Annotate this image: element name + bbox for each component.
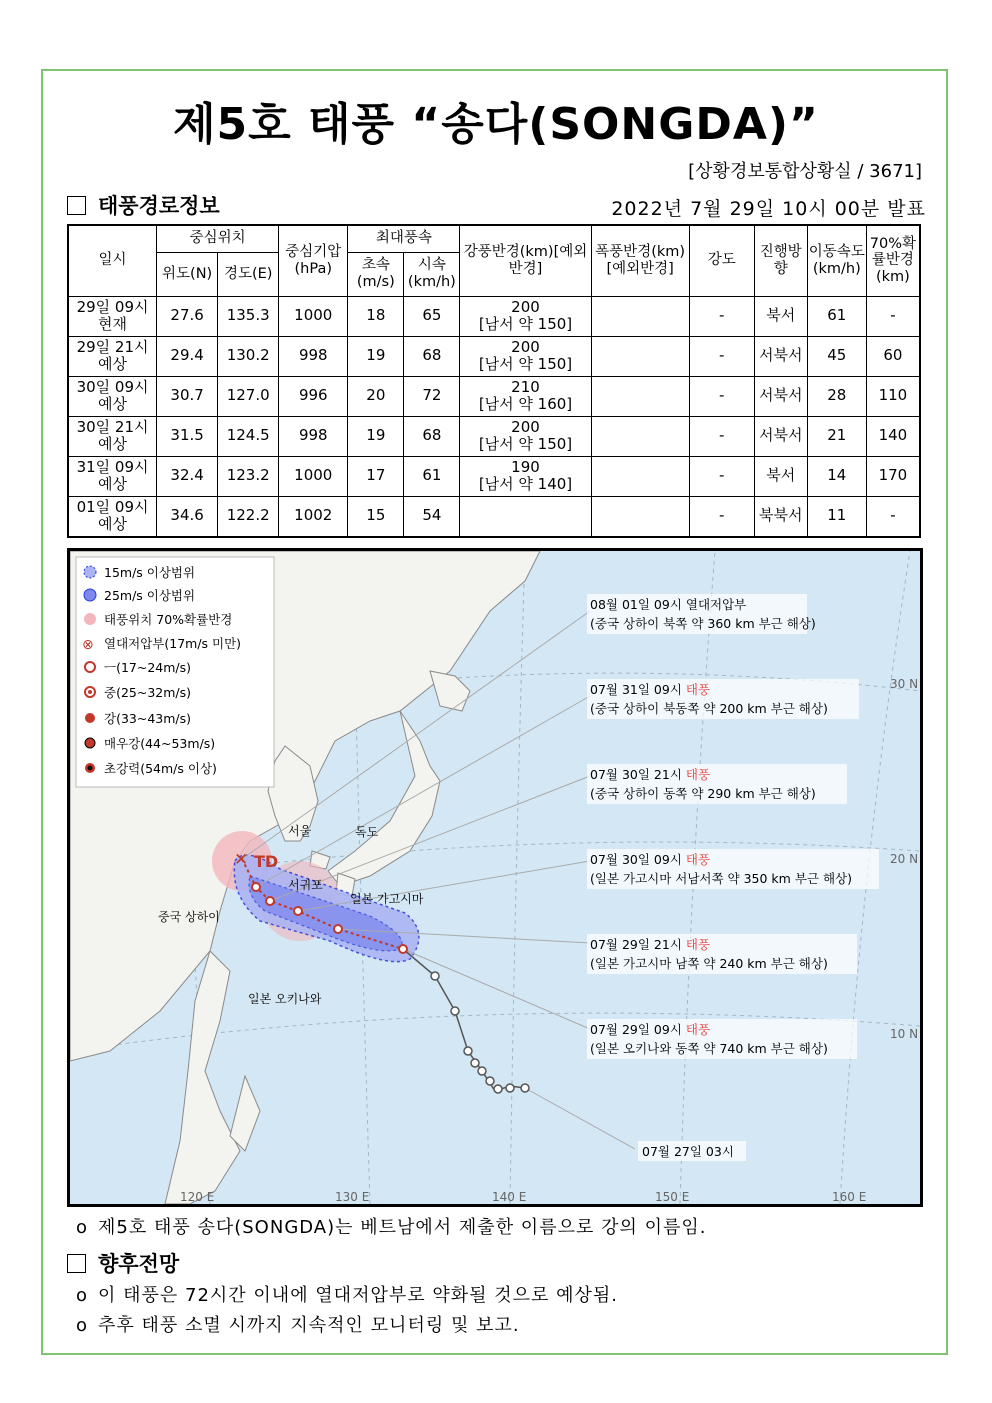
header-lat: 위도(N) <box>157 252 218 296</box>
department-label: [상황경보통합상황실 / 3671] <box>688 161 922 182</box>
legend-item: 25m/s 이상범위 <box>104 588 196 603</box>
table-row <box>68 496 920 537</box>
cell-dir: 북서 <box>766 466 796 485</box>
table-cell <box>807 496 866 537</box>
radius-value: 200 <box>511 297 540 316</box>
header-direction: 진행방향 <box>754 225 807 296</box>
outlook-item-1 <box>76 1281 618 1307</box>
table-cell <box>689 376 754 416</box>
table-cell <box>754 376 807 416</box>
cell-intensity: - <box>718 506 725 525</box>
annotation-time: 07월 30일 09시 <box>590 852 686 867</box>
cell-kmh: 68 <box>422 346 442 365</box>
time-status: 예상 <box>98 395 128 413</box>
cell-kmh: 65 <box>422 306 442 325</box>
place-dokdo: 독도 <box>355 825 379 839</box>
place-okinawa: 일본 오키나와 <box>248 992 322 1006</box>
table-cell <box>348 296 404 336</box>
table-cell <box>866 296 920 336</box>
table-cell <box>348 456 404 496</box>
table-cell <box>807 376 866 416</box>
cell-lat: 30.7 <box>170 386 204 405</box>
svg-text:07월 29일 09시 태풍 <box>590 1022 710 1037</box>
table-cell <box>689 296 754 336</box>
legend-weak-icon <box>85 662 95 672</box>
radius-exception: [남서 약 150] <box>478 435 573 453</box>
lat-label-30: 30 N <box>890 677 919 691</box>
cell-kmh: 72 <box>422 386 442 405</box>
cell-dir: 서북서 <box>759 386 803 405</box>
map-svg <box>70 551 920 1204</box>
annotation-desc: (중국 상하이 북쪽 약 360 km 부근 해상) <box>590 616 816 631</box>
svg-text:07월 30일 21시 태풍 <box>590 767 710 782</box>
cell-lon: 122.2 <box>226 506 270 525</box>
cell-lon: 127.0 <box>226 386 270 405</box>
checkbox-icon <box>67 1254 86 1273</box>
bullet-marker: o <box>76 1285 89 1306</box>
time-line: 29일 21시 <box>76 337 149 356</box>
table-cell <box>689 416 754 456</box>
cell-prob: 60 <box>883 346 903 365</box>
cell-kmh: 54 <box>422 506 442 525</box>
table-cell <box>460 416 591 456</box>
cell-intensity: - <box>718 426 725 445</box>
bullet-marker: o <box>76 1315 89 1336</box>
legend-item: 중(25~32m/s) <box>104 685 192 700</box>
cell-lat: 27.6 <box>170 306 204 325</box>
issued-time: 2022년 7월 29일 10시 00분 발표 <box>611 198 926 220</box>
note-text: 제5호 태풍 송다(SONGDA)는 베트남에서 제출한 이름으로 강의 이름임. <box>98 1217 707 1238</box>
cell-lon: 123.2 <box>226 466 270 485</box>
header-center: 중심위치 <box>157 225 279 252</box>
cell-pressure: 998 <box>298 346 328 365</box>
table-cell <box>404 376 460 416</box>
table-cell <box>218 336 279 376</box>
table-cell <box>348 496 404 537</box>
annotation-type: 태풍 <box>685 852 711 867</box>
table-cell <box>754 456 807 496</box>
table-cell <box>404 296 460 336</box>
cell-ms: 15 <box>366 506 386 525</box>
table-cell <box>279 376 348 416</box>
cell-lon: 135.3 <box>226 306 270 325</box>
time-line: 01일 09시 <box>76 497 149 516</box>
annotation-desc: (일본 가고시마 남쪽 약 240 km 부근 해상) <box>590 956 828 971</box>
table-cell <box>591 456 689 496</box>
annotation-time: 07월 29일 21시 <box>590 937 686 952</box>
svg-text:07월 29일 21시 태풍 <box>590 937 710 952</box>
lon-label-150: 150 E <box>655 1190 690 1204</box>
table-row <box>68 336 920 376</box>
table-cell <box>591 296 689 336</box>
legend-item: 15m/s 이상범위 <box>104 565 196 580</box>
table-cell <box>218 456 279 496</box>
table-cell <box>807 416 866 456</box>
lon-label-120: 120 E <box>180 1190 215 1204</box>
cell-dir: 서북서 <box>759 346 803 365</box>
td-marker-icon: ✕ <box>234 850 249 870</box>
cell-pressure: 1002 <box>294 506 333 525</box>
annotation-desc: (중국 상하이 동쪽 약 290 km 부근 해상) <box>590 786 816 801</box>
cell-lat: 29.4 <box>170 346 204 365</box>
table-cell <box>157 456 218 496</box>
legend-zone25-icon <box>84 589 96 601</box>
cell-speed: 28 <box>827 386 847 405</box>
time-status: 예상 <box>98 475 128 493</box>
cell-ms: 20 <box>366 386 386 405</box>
cell-pressure: 996 <box>298 386 328 405</box>
legend-td-icon: ⊗ <box>82 637 94 653</box>
table-cell <box>157 416 218 456</box>
table-cell <box>591 416 689 456</box>
cell-speed: 61 <box>827 306 847 325</box>
radius-exception: [남서 약 150] <box>478 355 573 373</box>
lat-label-10: 10 N <box>890 1027 919 1041</box>
legend-item: ㅡ(17~24m/s) <box>104 660 192 675</box>
table-cell <box>404 416 460 456</box>
time-status: 현재 <box>98 315 128 333</box>
time-status: 예상 <box>98 515 128 533</box>
time-status: 예상 <box>98 355 128 373</box>
page-title: 제5호 태풍 “송다(SONGDA)” <box>173 99 819 150</box>
table-cell <box>157 336 218 376</box>
legend-item: 태풍위치 70%확률반경 <box>104 612 233 627</box>
time-line: 31일 09시 <box>76 457 149 476</box>
legend-super-icon <box>88 766 93 771</box>
cell-intensity: - <box>718 386 725 405</box>
svg-text:08월 01일 09시 열대저압부 <box>590 597 746 612</box>
legend-item: 매우강(44~53m/s) <box>104 736 216 751</box>
radius-value: 200 <box>511 417 540 436</box>
table-cell <box>218 416 279 456</box>
cell-ms: 17 <box>366 466 386 485</box>
section-title: 향후전망 <box>98 1252 180 1276</box>
cell-speed: 21 <box>827 426 847 445</box>
cell-lat: 32.4 <box>170 466 204 485</box>
table-cell <box>754 496 807 537</box>
cell-prob: 140 <box>878 426 908 445</box>
svg-text:07월 30일 09시 태풍 <box>590 852 710 867</box>
annotation-time: 07월 30일 21시 <box>590 767 686 782</box>
table-row <box>68 296 920 336</box>
lat-label-20: 20 N <box>890 852 919 866</box>
outlook-text: 이 태풍은 72시간 이내에 열대저압부로 약화될 것으로 예상됨. <box>98 1285 619 1306</box>
annotation-desc: (중국 상하이 북동쪽 약 200 km 부근 해상) <box>590 701 828 716</box>
cell-ms: 19 <box>366 346 386 365</box>
cell-prob: 110 <box>878 386 908 405</box>
map-legend <box>76 557 274 787</box>
cell-intensity: - <box>718 346 725 365</box>
annotation-time: 07월 31일 09시 <box>590 682 686 697</box>
cell-kmh: 61 <box>422 466 442 485</box>
table-cell <box>157 496 218 537</box>
header-intensity: 강도 <box>689 225 754 296</box>
header-lon: 경도(E) <box>218 252 279 296</box>
cell-speed: 14 <box>827 466 847 485</box>
cell-dir: 북서 <box>766 306 796 325</box>
table-cell <box>866 496 920 537</box>
table-cell <box>754 336 807 376</box>
cell-lon: 130.2 <box>226 346 270 365</box>
header-prob: 70%확률반경(km) <box>866 225 920 296</box>
table-cell <box>68 336 157 376</box>
legend-item: 강(33~43m/s) <box>104 711 192 726</box>
table-cell <box>279 416 348 456</box>
annotation-type: 태풍 <box>685 1022 711 1037</box>
header-speed: 이동속도(km/h) <box>807 225 866 296</box>
cell-prob: - <box>890 506 896 525</box>
table-cell <box>866 336 920 376</box>
outlook-item-2 <box>76 1311 520 1337</box>
cell-lat: 34.6 <box>170 506 204 525</box>
cell-dir: 서북서 <box>759 426 803 445</box>
legend-strong-icon <box>85 713 95 723</box>
time-line: 30일 09시 <box>76 377 149 396</box>
table-cell <box>460 376 591 416</box>
table-cell <box>348 376 404 416</box>
cell-intensity: - <box>718 466 725 485</box>
table-cell <box>754 296 807 336</box>
typhoon-table <box>67 224 921 538</box>
table-cell <box>807 336 866 376</box>
header-maxwind: 최대풍속 <box>348 225 460 252</box>
table-cell <box>807 456 866 496</box>
start-label: 07월 27일 03시 <box>642 1144 734 1159</box>
table-cell <box>460 336 591 376</box>
table-cell <box>279 336 348 376</box>
table-cell <box>68 296 157 336</box>
table-cell <box>754 416 807 456</box>
table-cell <box>866 376 920 416</box>
lon-label-160: 160 E <box>832 1190 867 1204</box>
cell-ms: 19 <box>366 426 386 445</box>
place-jeju: 서귀포 <box>288 878 323 892</box>
header-pressure: 중심기압(hPa) <box>279 225 348 296</box>
cell-prob: 170 <box>878 466 908 485</box>
legend-verystrong-icon <box>85 738 95 748</box>
typhoon-track-map <box>67 548 923 1207</box>
table-cell <box>404 456 460 496</box>
checkbox-icon <box>67 196 86 215</box>
header-strong-radius: 강풍반경(km)[예외반경] <box>460 225 591 296</box>
table-cell <box>348 416 404 456</box>
table-cell <box>460 456 591 496</box>
table-cell <box>460 296 591 336</box>
radius-exception: [남서 약 140] <box>478 475 573 493</box>
table-cell <box>348 336 404 376</box>
annotation-time: 07월 29일 09시 <box>590 1022 686 1037</box>
table-cell <box>689 336 754 376</box>
annotation-type: 태풍 <box>685 767 711 782</box>
cell-lat: 31.5 <box>170 426 204 445</box>
radius-exception: [남서 약 150] <box>478 315 573 333</box>
legend-zone15-icon <box>84 566 96 578</box>
cell-intensity: - <box>718 306 725 325</box>
table-cell <box>157 376 218 416</box>
table-cell <box>279 496 348 537</box>
cell-pressure: 1000 <box>294 306 333 325</box>
radius-value: 210 <box>511 377 540 396</box>
note-name-origin <box>76 1213 706 1239</box>
annotation-desc: (일본 가고시마 서남서쪽 약 350 km 부근 해상) <box>590 871 852 886</box>
table-cell <box>68 456 157 496</box>
table-cell <box>279 296 348 336</box>
svg-text:07월 31일 09시 태풍 <box>590 682 710 697</box>
section-outlook <box>67 1248 179 1278</box>
table-row <box>68 456 920 496</box>
table-cell <box>866 416 920 456</box>
time-status: 예상 <box>98 435 128 453</box>
annotation-type: 태풍 <box>685 937 711 952</box>
annotation-desc: (일본 오키나와 동쪽 약 740 km 부근 해상) <box>590 1041 828 1056</box>
annotation-time: 08월 01일 09시 열대저압부 <box>590 597 747 612</box>
outlook-text: 추후 태풍 소멸 시까지 지속적인 모니터링 및 보고. <box>98 1315 520 1336</box>
table-row <box>68 376 920 416</box>
lon-label-130: 130 E <box>335 1190 370 1204</box>
section-title: 태풍경로정보 <box>98 194 220 218</box>
radius-exception: [남서 약 160] <box>478 395 573 413</box>
td-label: TD <box>254 852 279 871</box>
table-cell <box>591 496 689 537</box>
table-row <box>68 416 920 456</box>
table-cell <box>591 336 689 376</box>
place-seoul: 서울 <box>288 824 312 838</box>
cell-speed: 11 <box>827 506 847 525</box>
cell-ms: 18 <box>366 306 386 325</box>
header-storm-radius: 폭풍반경(km)[예외반경] <box>591 225 689 296</box>
radius-value: 200 <box>511 337 540 356</box>
cell-prob: - <box>890 306 896 325</box>
header-kmh: 시속(km/h) <box>404 252 460 296</box>
table-cell <box>866 456 920 496</box>
table-cell <box>218 376 279 416</box>
table-cell <box>689 496 754 537</box>
table-cell <box>404 496 460 537</box>
table-cell <box>689 456 754 496</box>
time-line: 30일 21시 <box>76 417 149 436</box>
table-cell <box>218 496 279 537</box>
cell-pressure: 998 <box>298 426 328 445</box>
table-cell <box>68 376 157 416</box>
table-cell <box>218 296 279 336</box>
table-cell <box>157 296 218 336</box>
legend-item: 열대저압부(17m/s 미만) <box>104 636 242 651</box>
cell-lon: 124.5 <box>226 426 270 445</box>
table-cell <box>807 296 866 336</box>
bullet-marker: o <box>76 1217 89 1238</box>
cell-dir: 북북서 <box>759 506 803 525</box>
time-line: 29일 09시 <box>76 297 149 316</box>
section-route-info <box>67 190 220 220</box>
annotation-type: 태풍 <box>685 682 711 697</box>
header-time: 일시 <box>68 225 157 296</box>
place-kagoshima: 일본 가고시마 <box>350 892 424 906</box>
header-ms: 초속(m/s) <box>348 252 404 296</box>
table-cell <box>591 376 689 416</box>
table-cell <box>279 456 348 496</box>
radius-value: 190 <box>511 457 540 476</box>
table-cell <box>68 496 157 537</box>
lon-label-140: 140 E <box>492 1190 527 1204</box>
cell-pressure: 1000 <box>294 466 333 485</box>
table-cell <box>68 416 157 456</box>
legend-item: 초강력(54m/s 이상) <box>104 761 217 776</box>
cell-kmh: 68 <box>422 426 442 445</box>
place-shanghai: 중국 상하이 <box>158 910 220 924</box>
table-cell <box>404 336 460 376</box>
cell-speed: 45 <box>827 346 847 365</box>
legend-prob-icon <box>84 613 96 625</box>
table-cell <box>460 496 591 537</box>
